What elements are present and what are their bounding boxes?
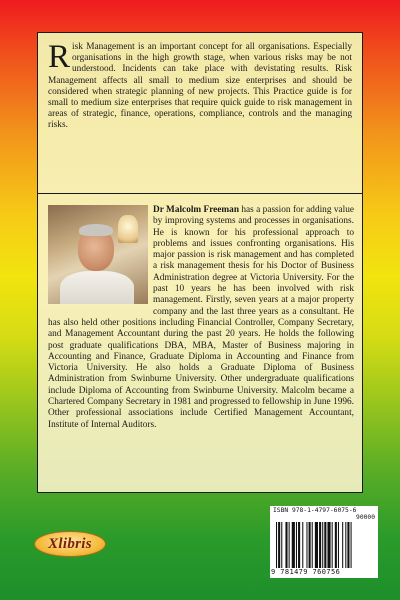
publisher-name: Xlibris xyxy=(48,535,92,552)
blurb-dropcap: R xyxy=(48,39,71,75)
book-blurb xyxy=(48,39,352,132)
ean-digits: 9 781479 760756 xyxy=(271,568,341,576)
text-panel xyxy=(37,32,363,493)
price-code: 90000 xyxy=(356,514,375,521)
isbn-text: ISBN 978-1-4797-6075-6 xyxy=(273,507,357,514)
publisher-logo xyxy=(34,531,106,557)
author-name: Dr Malcolm Freeman xyxy=(153,205,239,215)
author-bio xyxy=(48,205,354,431)
section-divider xyxy=(38,193,362,194)
isbn-barcode xyxy=(270,506,378,578)
author-bio-text: has a passion for adding value by improving systems and processes in organisations. He is known for his professional approach to problems and issues confronting organisations. His major passion is risk management and has completed a risk management thesis for his Doctor of Business Administration degree at Victoria University. For the past 10 years he has been involved with risk management. Firstly, seven years at a major property company and the last three years as a consultant. He has also held other positions including Financial Controller, Company Secretary, and Management Accountant during the past 20 years. He holds the following post graduate qualifications DBA, MBA, Master of Business majoring in Accounting and Finance, Graduate Diploma in Accounting and Finance from Victoria University. He also holds a Graduate Diploma of Business Administration from Swinburne University. Other undergraduate qualifications include Diploma of Accounting from Swinburne University. Malcolm became a Chartered Company Secretary in 1981 and progressed to fellowship in June 1996. Other professional associations include Certified Management Accountant, Institute of Internal Auditors. xyxy=(48,205,354,430)
barcode-bars xyxy=(275,522,373,568)
blurb-text: isk Management is an important concept for all organisations. Especially organisations in the high growth stage, when various risks may be not understood. Incidents can take place with devistating results. Risk Management affects all small to medium size enterprises and should be considered when strategic planning of new projects. This Practice guide is for small to medium size enterprises that require quick guide to risk management in areas of strategic, finance, operations, compliance, controls and the managing risks. xyxy=(48,42,352,131)
